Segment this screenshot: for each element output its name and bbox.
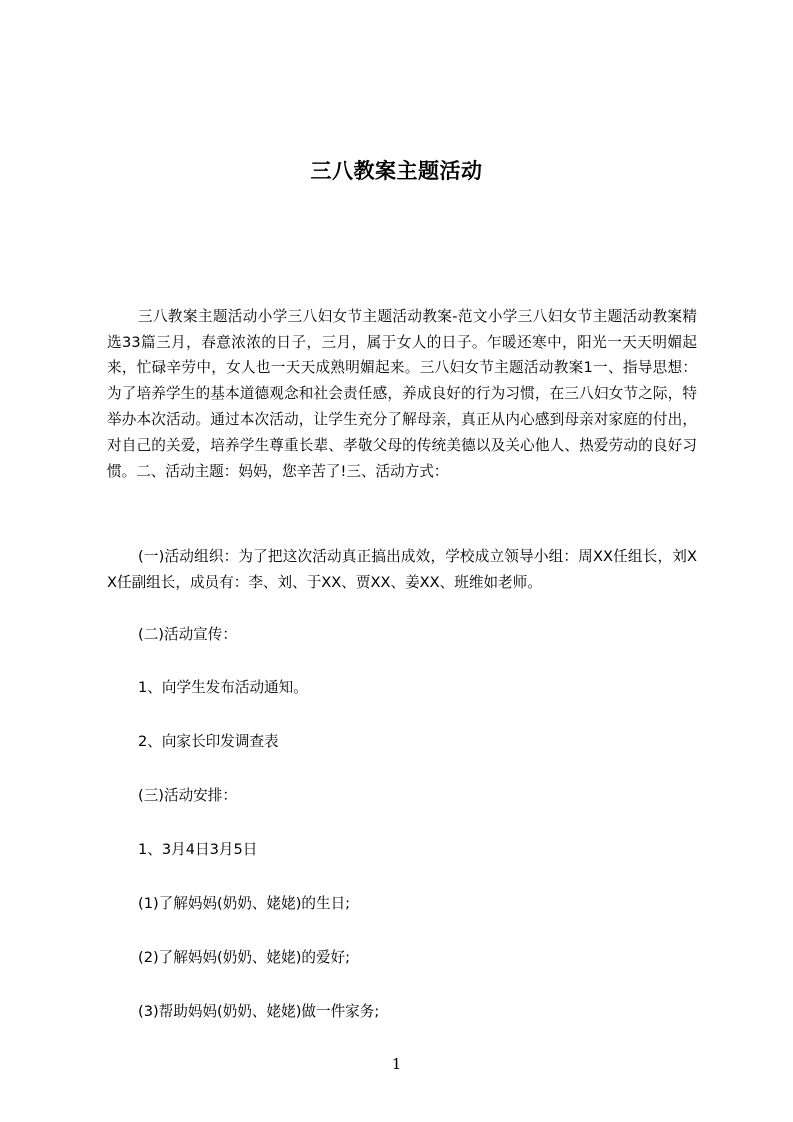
document-title: 三八教案主题活动 <box>310 159 483 184</box>
arrangement-item: (3)帮助妈妈(奶奶、姥姥)做一件家务; <box>138 1002 380 1020</box>
intro-paragraph: 三八教案主题活动小学三八妇女节主题活动教案-范文小学三八妇女节主题活动教案精选33篇三月，春意浓浓的日子，三月，属于女人的日子。乍暖还寒中，阳光一天天明媚起来，忙碌辛劳中，女人也一天天成熟明媚起来。三八妇女节主题活动教案1一、指导思想：为了培养学生的基本道德观念和社会责任感，养成良好的行为习惯，在三八妇女节之际，特举办本次活动。通过本次活动，让学生充分了解母亲，真正从内心感到母亲对家庭的付出，对自己的关爱，培养学生尊重长辈、孝敬父母的传统美德以及关心他人、热爱劳动的良好习惯。二、活动主题：妈妈，您辛苦了!三、活动方式： <box>107 307 697 481</box>
publicity-item: 2、向家长印发调查表 <box>138 732 279 750</box>
arrangement-heading: (三)活动安排： <box>138 786 237 804</box>
organization-paragraph: (一)活动组织：为了把这次活动真正搞出成效，学校成立领导小组：周XX任组长，刘XX任副组长，成员有：李、刘、于XX、贾XX、姜XX、班维如老师。 <box>107 547 697 592</box>
arrangement-date: 1、3月4日3月5日 <box>138 840 258 858</box>
page-number: 1 <box>391 1055 402 1073</box>
publicity-heading: (二)活动宣传： <box>138 625 237 643</box>
publicity-item: 1、向学生发布活动通知。 <box>138 678 308 696</box>
arrangement-item: (2)了解妈妈(奶奶、姥姥)的爱好; <box>138 948 351 966</box>
arrangement-item: (1)了解妈妈(奶奶、姥姥)的生日; <box>138 894 351 912</box>
